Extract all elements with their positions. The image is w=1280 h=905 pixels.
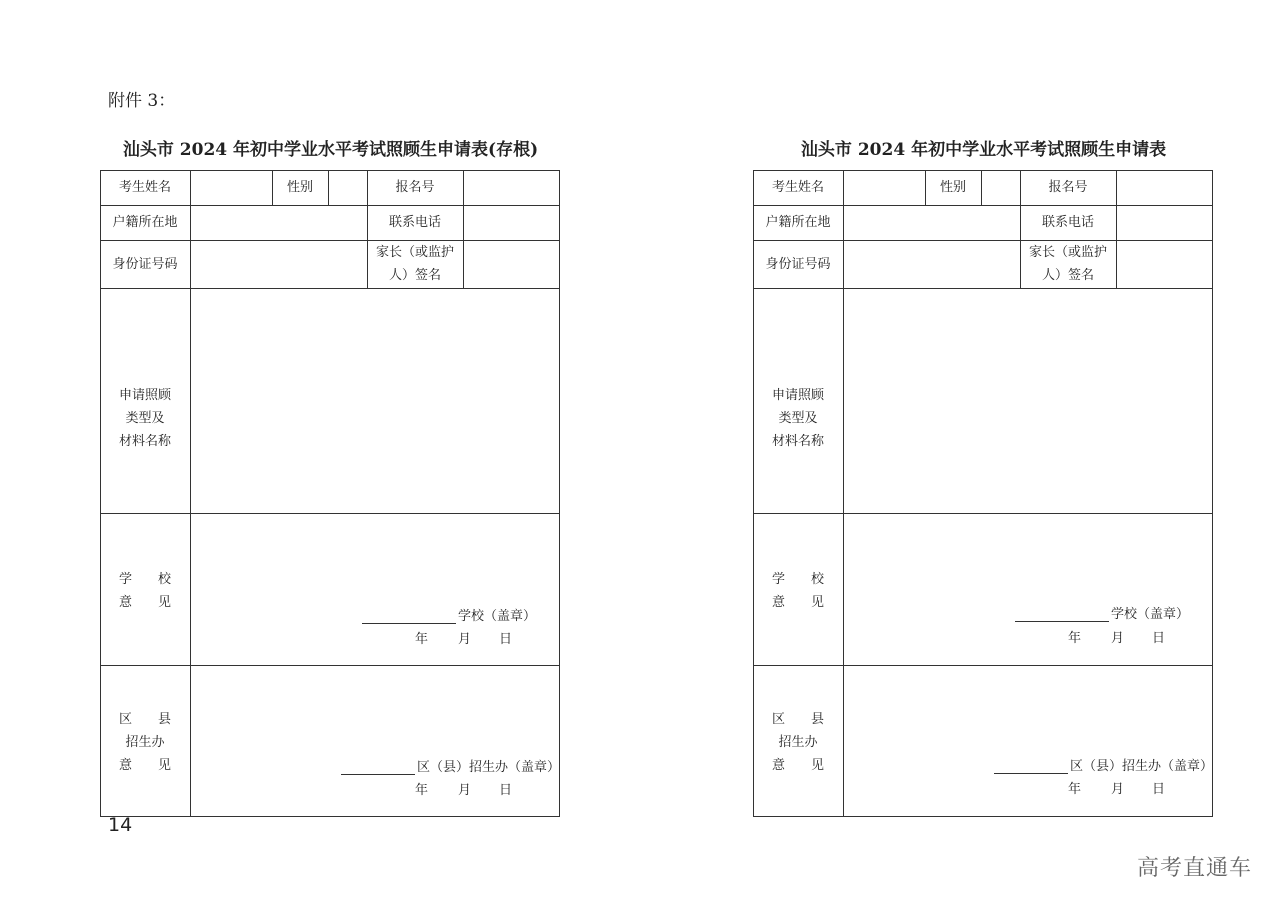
id-no-field[interactable] [843, 240, 1020, 288]
school-stamp-label: 学校（盖章） [458, 609, 537, 624]
school-date-year: 年 [415, 632, 429, 647]
district-date-year: 年 [415, 783, 429, 798]
residence-field[interactable] [843, 205, 1020, 240]
district-date-month: 月 [1111, 782, 1125, 797]
attachment-label: 附件 3： [108, 91, 176, 111]
district-stamp-line [994, 755, 1213, 774]
guardian-signature-field[interactable] [1116, 240, 1212, 288]
guardian-signature-field[interactable] [463, 240, 559, 288]
school-stamp-line [1015, 603, 1189, 622]
school-label-line2: 意 见 [118, 595, 171, 610]
label-gender: 性别 [286, 180, 313, 195]
school-date-month: 月 [1111, 631, 1125, 646]
guardian-label-line2: 人）签名 [1041, 268, 1094, 283]
watermark: 高考直通车 [1136, 856, 1252, 881]
id-no-field[interactable] [190, 240, 367, 288]
name-field[interactable] [843, 170, 925, 205]
district-label-line3: 意 见 [771, 758, 824, 773]
district-label-line1: 区 县 [118, 712, 171, 727]
form-title: 汕头市 2024 年初中学业水平考试照顾生申请表 [800, 140, 1167, 160]
district-stamp-label: 区（县）招生办（盖章） [417, 760, 561, 775]
school-date [415, 628, 512, 647]
label-phone: 联系电话 [388, 215, 441, 230]
label-residence: 户籍所在地 [112, 215, 178, 230]
school-date-year: 年 [1068, 631, 1082, 646]
label-reg-no: 报名号 [395, 180, 435, 195]
district-date [1068, 778, 1165, 797]
label-apply-type [100, 288, 190, 513]
district-date [415, 779, 512, 798]
label-reg-no: 报名号 [1048, 180, 1088, 195]
school-label-line1: 学 校 [771, 572, 824, 587]
district-stamp-label: 区（县）招生办（盖章） [1070, 759, 1214, 774]
district-label-line2: 招生办 [125, 735, 165, 750]
reg-no-field[interactable] [463, 170, 559, 205]
guardian-label-line2: 人）签名 [388, 268, 441, 283]
school-stamp-label: 学校（盖章） [1111, 607, 1190, 622]
apply-label-line2: 类型及 [125, 410, 165, 426]
apply-label-line2: 类型及 [778, 410, 818, 426]
apply-label-line1: 申请照顾 [771, 387, 824, 403]
district-date-day: 日 [499, 783, 513, 798]
district-date-month: 月 [458, 783, 472, 798]
district-label-line1: 区 县 [771, 712, 824, 727]
district-label-line2: 招生办 [778, 735, 818, 750]
label-name: 考生姓名 [118, 180, 171, 195]
district-date-day: 日 [1152, 782, 1166, 797]
phone-field[interactable] [1116, 205, 1212, 240]
school-date-day: 日 [1152, 631, 1166, 646]
guardian-label-line1: 家长（或监护 [375, 245, 454, 260]
gender-field[interactable] [981, 170, 1020, 205]
residence-field[interactable] [190, 205, 367, 240]
school-date [1068, 627, 1165, 646]
school-label-line2: 意 见 [771, 595, 824, 610]
label-school-opinion [100, 513, 190, 665]
label-district-opinion [753, 665, 843, 816]
guardian-label-line1: 家长（或监护 [1028, 245, 1107, 260]
label-apply-type [753, 288, 843, 513]
label-district-opinion [100, 665, 190, 816]
label-phone: 联系电话 [1041, 215, 1094, 230]
district-date-year: 年 [1068, 782, 1082, 797]
school-stamp-line [362, 605, 536, 624]
district-stamp-line [341, 756, 560, 775]
school-label-line1: 学 校 [118, 572, 171, 587]
label-school-opinion [753, 513, 843, 665]
application-form-stub [100, 170, 561, 818]
phone-field[interactable] [463, 205, 559, 240]
label-guardian [367, 240, 463, 288]
apply-label-line1: 申请照顾 [118, 387, 171, 403]
label-residence: 户籍所在地 [765, 215, 831, 230]
reg-no-field[interactable] [1116, 170, 1212, 205]
application-form [753, 170, 1214, 818]
apply-label-line3: 材料名称 [771, 433, 824, 449]
label-gender: 性别 [939, 180, 966, 195]
school-date-month: 月 [458, 632, 472, 647]
page-number: 14 [108, 814, 133, 836]
apply-type-field[interactable] [843, 288, 1212, 513]
form-title-stub: 汕头市 2024 年初中学业水平考试照顾生申请表(存根) [122, 140, 539, 160]
label-name: 考生姓名 [771, 180, 824, 195]
school-date-day: 日 [499, 632, 513, 647]
district-label-line3: 意 见 [118, 758, 171, 773]
label-guardian [1020, 240, 1116, 288]
gender-field[interactable] [328, 170, 367, 205]
apply-type-field[interactable] [190, 288, 559, 513]
name-field[interactable] [190, 170, 272, 205]
label-id-no: 身份证号码 [112, 256, 178, 272]
apply-label-line3: 材料名称 [118, 433, 171, 449]
label-id-no: 身份证号码 [765, 256, 831, 272]
